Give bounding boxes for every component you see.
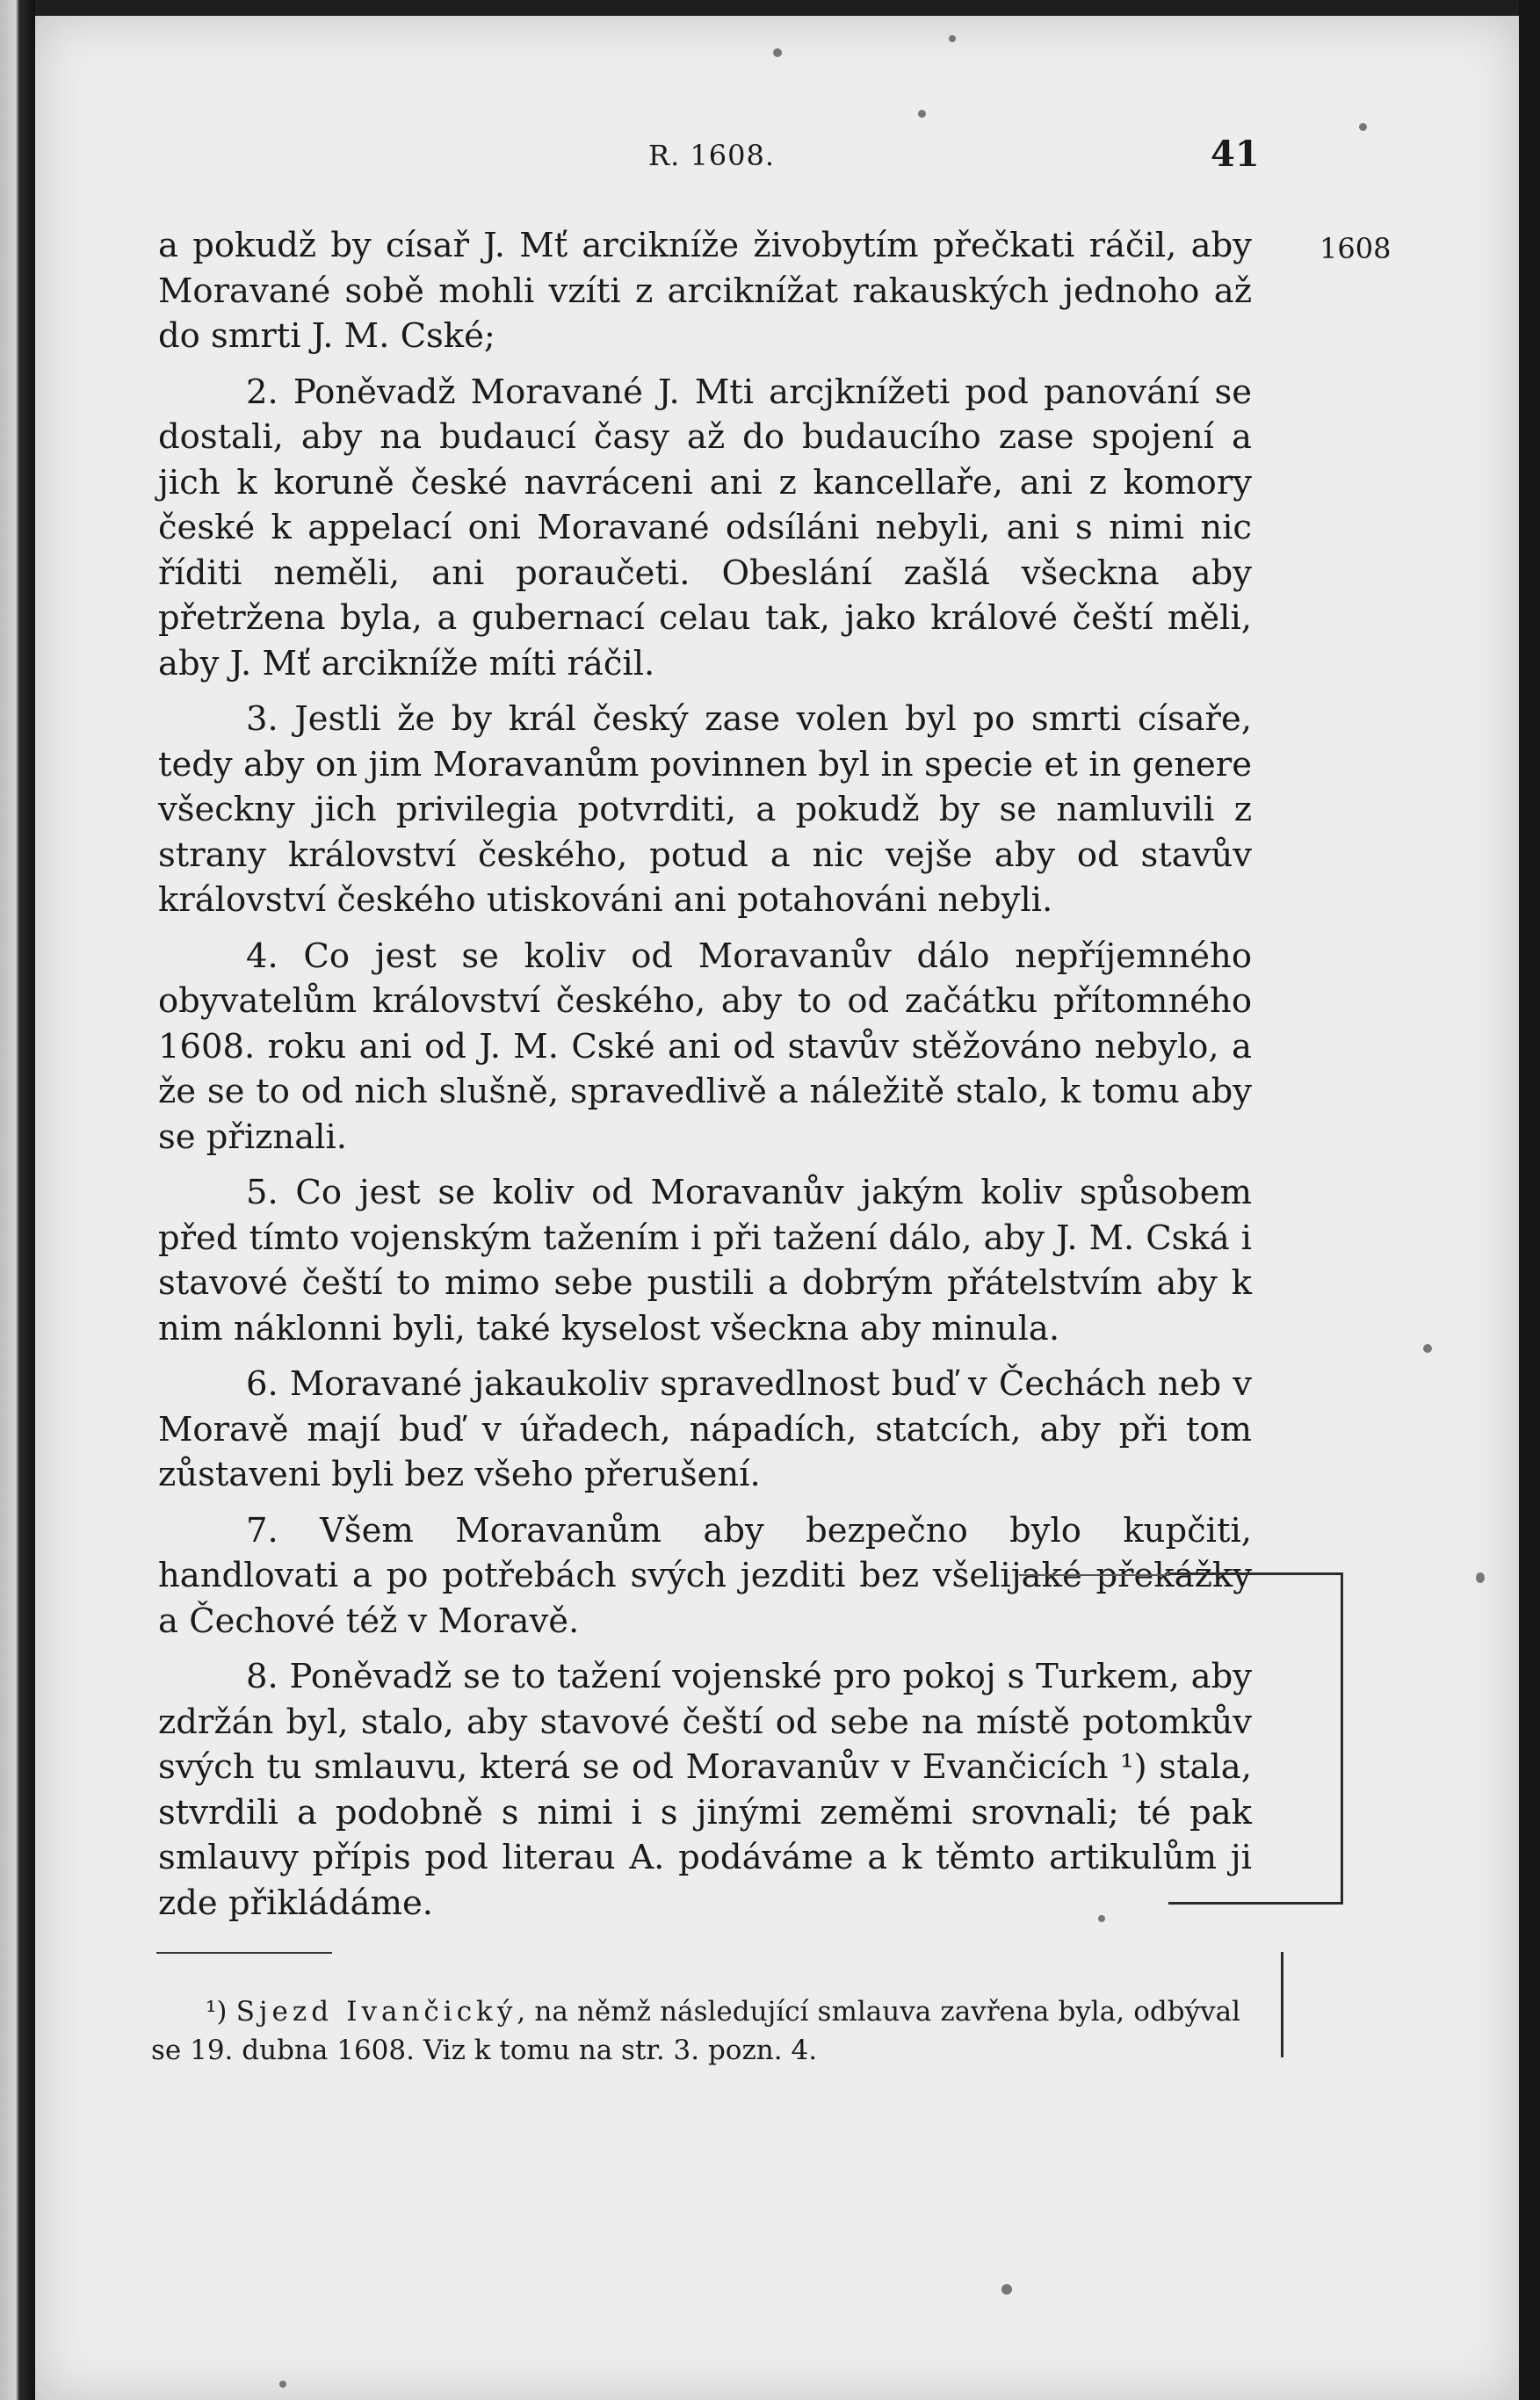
footnote-text: , na němž následující smlauva zavřena byla, odbýval se 19. dubna 1608. Viz k tomu na str. 3. pozn. 4.	[151, 1996, 1240, 2066]
footnote-marker: ¹)	[206, 1996, 228, 2028]
page-gutter	[0, 0, 35, 2400]
footnote-1	[151, 1992, 1240, 2070]
page-edge	[1519, 0, 1540, 2400]
running-head: R. 1608.	[648, 139, 776, 172]
paragraph-article-3: 3. Jestli že by král český zase volen byl po smrti císaře, tedy aby on jim Moravanům povinnen byl in specie et in genere všeckny jich privilegia potvrditi, a pokudž by se namluvili z strany království českého, potud a nic vejše aby od stavův království českého utiskováni ani potahováni nebyli.	[158, 699, 1252, 920]
scan-speck	[1476, 1572, 1485, 1583]
paragraph-article-2: 2. Poněvadž Moravané J. Mti arcjknížeti pod panování se dostali, aby na budaucí časy až do budaucího zase spojení a jich k koruně české navráceni ani z kancellaře, ani z komory české k appelací oni Moravané odsíláni nebyli, ani s nimi nic říditi neměli, ani poraučeti. Obeslání zašlá všeckna aby přetržena byla, a gubernací celau tak, jako králové čeští měli, aby J. Mť arcikníže míti ráčil.	[158, 372, 1252, 683]
margin-year-note: 1608	[1319, 232, 1392, 265]
scan-speck	[773, 48, 782, 57]
margin-bracket-mark	[1168, 1572, 1343, 1905]
scan-speck	[949, 35, 956, 42]
bracket-lead-line	[1019, 1574, 1170, 1576]
scan-speck	[1423, 1344, 1432, 1353]
paragraph-article-7: 7. Všem Moravanům aby bezpečno bylo kupčiti, handlovati a po potřebách svých jezditi bez všelijaké překážky a Čechové též v Moravě.	[158, 1510, 1252, 1641]
footnotes	[151, 1992, 1240, 2070]
paragraph-article-4: 4. Co jest se koliv od Moravanův dálo nepříjemného obyvatelům království českého, aby to od začátku přítomného 1608. roku ani od J. M. Cské ani od stavův stěžováno nebylo, a že se to od nich slušně, spravedlivě a náležitě stalo, k tomu aby se přiznali.	[158, 936, 1252, 1157]
footnote-rule	[156, 1952, 332, 1954]
paragraph-continuation: a pokudž by císař J. Mť arcikníže živobytím přečkati ráčil, aby Moravané sobě mohli vzíti z arciknížat rakauských jednoho až do smrti J. M. Cské;	[158, 226, 1252, 356]
paragraph-article-8: 8. Poněvadž se to tažení vojenské pro pokoj s Turkem, aby zdržán byl, stalo, aby stavové čeští od sebe na místě potomkův svých tu smlauvu, která se od Moravanův v Evančicích ¹) stala, stvrdili a podobně s nimi i s jinými zeměmi srovnali; té pak smlauvy přípis pod literau A. podáváme a k těmto artikulům ji zde přikládáme.	[158, 1657, 1252, 1923]
paragraph-article-5: 5. Co jest se koliv od Moravanův jakým koliv spůsobem před tímto vojenským tažením i při tažení dálo, aby J. M. Cská i stavové čeští to mimo sebe pustili a dobrým přátelstvím aby k nim náklonni byli, také kyselost všeckna aby minula.	[158, 1173, 1252, 1348]
scan-speck	[1098, 1915, 1105, 1922]
paragraph-article-6: 6. Moravané jakaukoliv spravedlnost buď v Čechách neb v Moravě mají buď v úřadech, nápadích, statcích, aby při tom zůstaveni byli bez všeho přerušení.	[158, 1364, 1252, 1494]
scan-speck	[918, 110, 926, 118]
footnote-term: Sjezd Ivančický	[235, 1996, 517, 2028]
page-number: 41	[1211, 134, 1260, 175]
body-text	[158, 223, 1252, 1936]
margin-pencil-mark	[1281, 1952, 1283, 2057]
scan-speck	[279, 2381, 286, 2388]
scan-speck	[1359, 123, 1367, 131]
page-header	[0, 134, 1540, 192]
scan-speck	[1001, 2284, 1012, 2295]
